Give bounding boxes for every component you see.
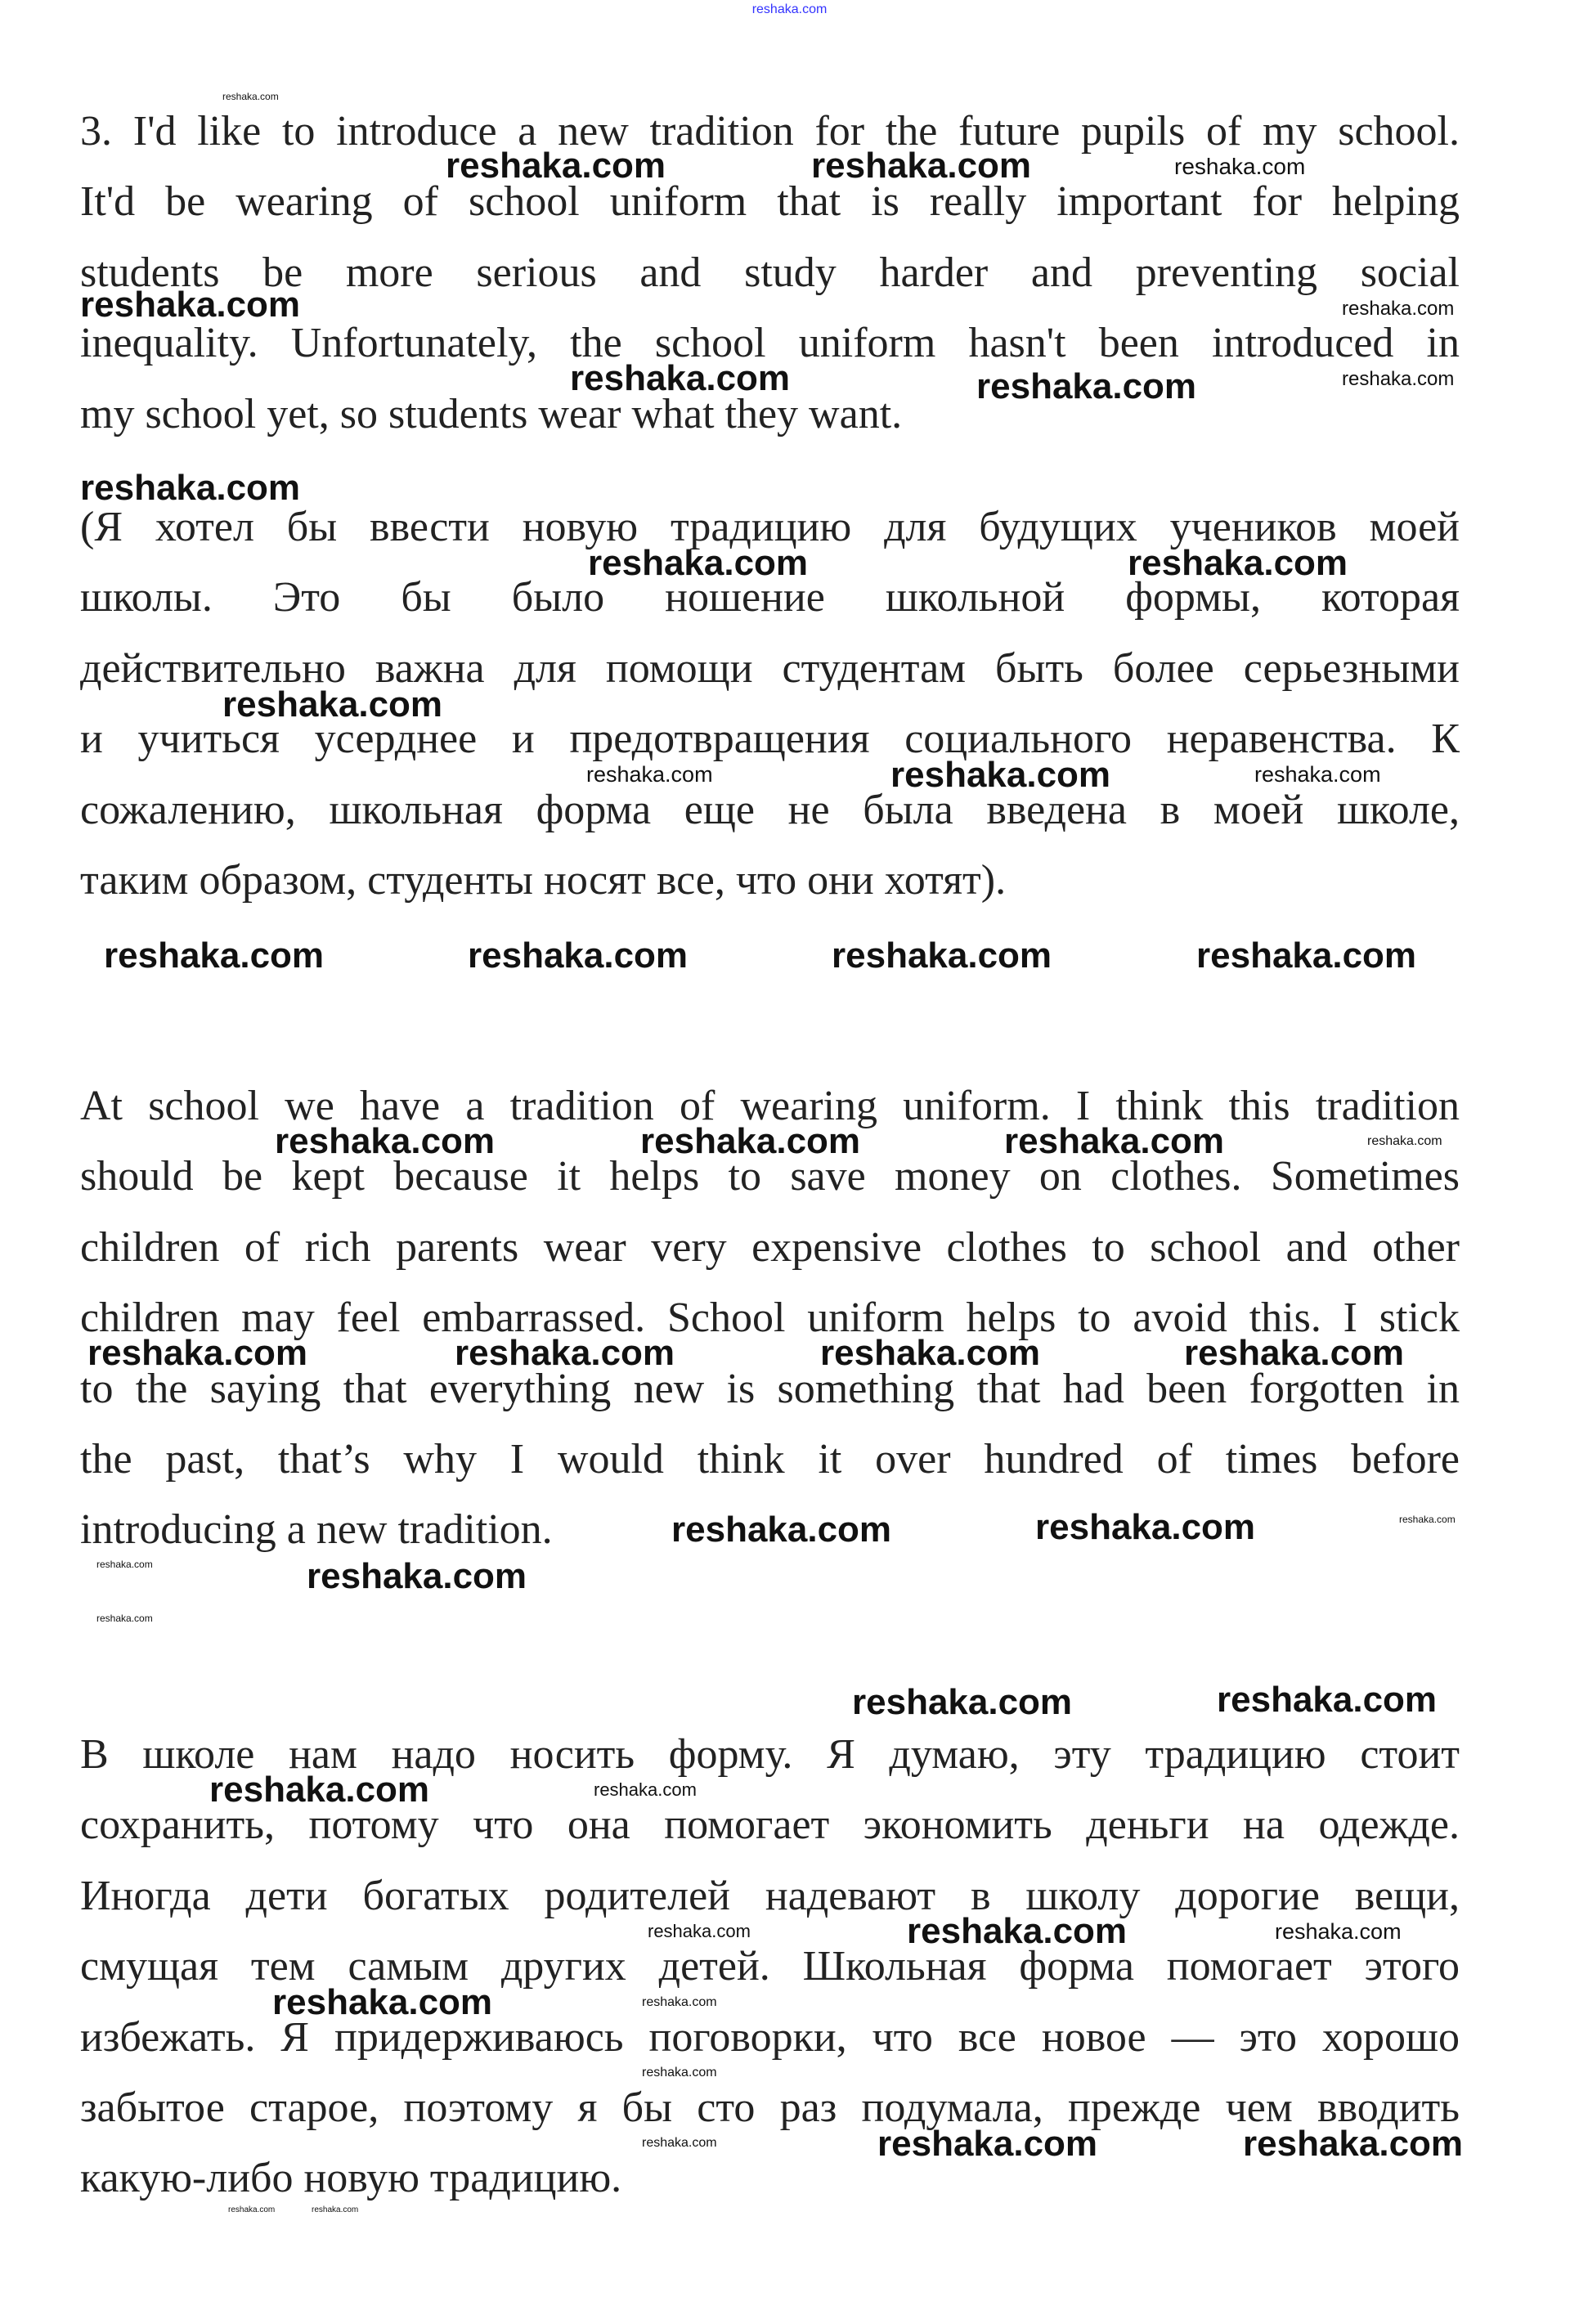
text-line: children may feel embarrassed. School uniform helps to avoid this. I stick [80,1294,1460,1342]
watermark: reshaka.com [640,1121,861,1161]
watermark: reshaka.com [446,146,666,186]
watermark: reshaka.com [642,2136,717,2150]
text-line: students be more serious and study harder and preventing social [80,249,1460,296]
text-line: смущая тем самым других детей. Школьная форма помогает этого [80,1943,1460,1990]
watermark: reshaka.com [877,2124,1098,2164]
text-line: забытое старое, поэтому я бы сто раз подумала, прежде чем вводить [80,2084,1460,2131]
text-line: 3. I'd like to introduce a new tradition for the future pupils of my school. [80,108,1460,155]
watermark: reshaka.com [209,1770,430,1810]
watermark: reshaka.com [1367,1134,1442,1148]
text-line: children of rich parents wear very expensive clothes to school and other [80,1223,1460,1271]
text-line: В школе нам надо носить форму. Я думаю, эту традицию стоит [80,1731,1460,1778]
watermark: reshaka.com [976,366,1197,406]
watermark: reshaka.com [1196,935,1417,976]
text-line: At school we have a tradition of wearing uniform. I think this tradition [80,1083,1460,1129]
text-line: the past, that’s why I would think it over hundred of times before [80,1435,1460,1483]
watermark: reshaka.com [648,1921,751,1941]
text-line: какую-либо новую традицию. [80,2155,622,2202]
text-line: should be kept because it helps to save money on clothes. Sometimes [80,1153,1460,1200]
watermark: reshaka.com [890,755,1111,795]
watermark: reshaka.com [671,1510,892,1550]
watermark: reshaka.com [588,543,809,583]
watermark: reshaka.com [222,91,279,102]
watermark: reshaka.com [96,1613,153,1624]
watermark: reshaka.com [104,935,325,976]
watermark: reshaka.com [272,1982,493,2022]
watermark: reshaka.com [96,1559,153,1570]
watermark: reshaka.com [1004,1121,1225,1161]
text-line: избежать. Я придерживаюсь поговорки, что все новое — это хорошо [80,2013,1460,2061]
watermark: reshaka.com [586,762,713,787]
watermark: reshaka.com [1399,1514,1456,1525]
watermark: reshaka.com [642,1995,717,2009]
text-line: таким образом, студенты носят все, что они хотят). [80,856,1007,904]
watermark: reshaka.com [312,2205,359,2214]
watermark: reshaka.com [811,146,1032,186]
watermark: reshaka.com [1035,1507,1256,1547]
watermark: reshaka.com [642,2066,717,2079]
watermark: reshaka.com [832,935,1052,976]
text-line: действительно важна для помощи студентам быть более серьезными [80,644,1460,692]
watermark: reshaka.com [307,1556,527,1596]
watermark: reshaka.com [275,1121,496,1161]
text-line: to the saying that everything new is something that had been forgotten in [80,1365,1460,1412]
watermark: reshaka.com [1184,1333,1405,1373]
text-line: сожалению, школьная форма еще не была введена в моей школе, [80,786,1460,833]
watermark: reshaka.com [1217,1680,1438,1720]
watermark: reshaka.com [1275,1919,1402,1944]
header-site-link[interactable]: reshaka.com [751,2,828,16]
watermark: reshaka.com [570,358,791,398]
watermark: reshaka.com [1254,762,1381,787]
text-line: сохранить, потому что она помогает экономить деньги на одежде. [80,1801,1460,1849]
watermark: reshaka.com [80,285,301,325]
text-line: my school yet, so students wear what they want. [80,390,903,437]
watermark: reshaka.com [852,1682,1073,1722]
watermark: reshaka.com [1174,154,1306,179]
text-line: Иногда дети богатых родителей надевают в школу дорогие вещи, [80,1872,1460,1919]
watermark: reshaka.com [455,1333,675,1373]
watermark: reshaka.com [228,2205,276,2214]
text-line: introducing a new tradition. [80,1506,553,1554]
watermark: reshaka.com [820,1333,1041,1373]
text-line: и учиться усерднее и предотвращения социального неравенства. К [80,716,1460,763]
text-line: inequality. Unfortunately, the school uniform hasn't been introduced in [80,320,1460,367]
watermark: reshaka.com [1342,368,1455,390]
text-line: (Я хотел бы ввести новую традицию для будущих учеников моей [80,504,1460,550]
watermark: reshaka.com [594,1779,697,1800]
watermark: reshaka.com [1342,298,1455,320]
text-line: школы. Это бы было ношение школьной формы, которая [80,574,1460,621]
watermark: reshaka.com [1243,2124,1464,2164]
watermark: reshaka.com [1128,543,1348,583]
watermark: reshaka.com [87,1333,308,1373]
watermark: reshaka.com [222,684,443,725]
watermark: reshaka.com [468,935,689,976]
watermark: reshaka.com [80,468,301,508]
watermark: reshaka.com [907,1911,1128,1951]
text-line: It'd be wearing of school uniform that is really important for helping [80,178,1460,226]
